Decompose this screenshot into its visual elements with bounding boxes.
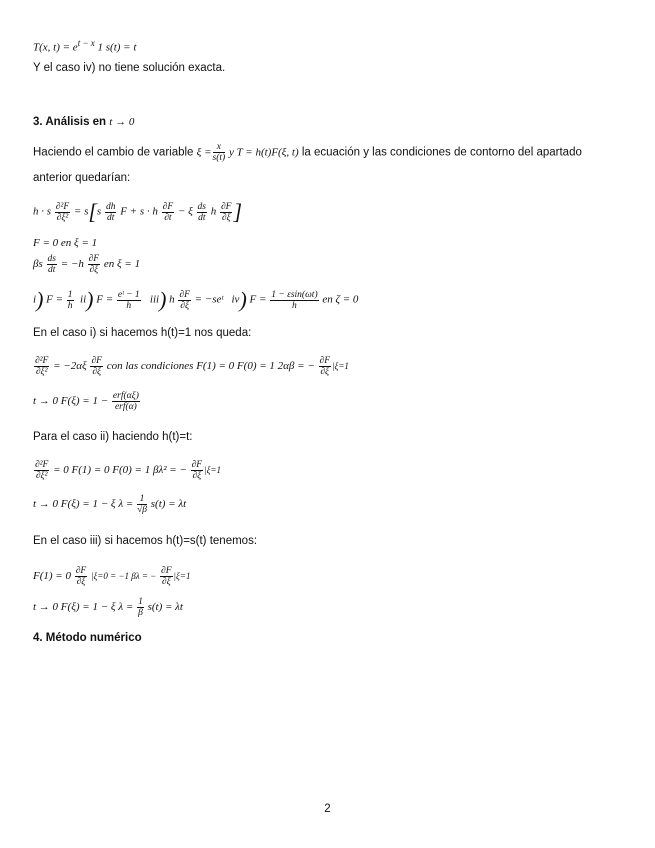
equation-stefan xyxy=(33,254,140,275)
math: = s xyxy=(73,205,89,218)
eq-exponent: t − x xyxy=(77,38,95,48)
fraction xyxy=(67,290,74,311)
equation-temperature-solution xyxy=(33,38,136,54)
math: F = xyxy=(96,293,114,306)
section-label: 3. Análisis en xyxy=(33,116,110,128)
fraction xyxy=(137,494,147,515)
denominator: ∂ξ² xyxy=(35,367,48,377)
numerator: ds xyxy=(47,254,56,264)
math: t → 0 F(ξ) = 1 − ξ λ = xyxy=(33,498,134,511)
equation-cases xyxy=(33,287,358,313)
math: h xyxy=(210,205,217,218)
denominator: dt xyxy=(198,212,206,223)
denominator: ∂ξ xyxy=(320,367,330,377)
equation-case-i xyxy=(33,356,349,377)
equation-case-ii xyxy=(33,460,221,481)
page-number: 2 xyxy=(324,803,331,815)
fraction xyxy=(213,142,226,163)
case-label: i xyxy=(33,293,37,306)
numerator: dh xyxy=(105,201,116,212)
section-heading-4: 4. Método numérico xyxy=(33,632,142,644)
numerator: 1 xyxy=(137,494,147,505)
math: s xyxy=(96,205,102,218)
numerator: ∂F xyxy=(161,566,172,576)
numerator: ∂F xyxy=(220,201,232,212)
math: |ξ=1 xyxy=(173,571,191,582)
math: |ξ=0 = −1 βλ = − xyxy=(90,571,157,582)
paragraph: Para el caso ii) haciendo h(t)=t: xyxy=(33,431,193,443)
math: = −2αξ xyxy=(53,360,87,373)
eq-text: 1 s(t) = t xyxy=(94,41,137,54)
paragraph: En el caso iii) si hacemos h(t)=s(t) tenemos: xyxy=(33,535,258,547)
denominator: ∂ξ xyxy=(92,367,102,377)
numerator: ∂F xyxy=(91,356,102,366)
case-label: iii xyxy=(149,293,160,306)
denominator: ∂ξ xyxy=(76,577,86,587)
section-math: t → 0 xyxy=(109,116,135,128)
fraction xyxy=(117,290,141,311)
math: h xyxy=(169,293,175,306)
math: F = xyxy=(46,293,64,306)
math: s(t) = λt xyxy=(147,601,183,614)
math: en ξ = 1 xyxy=(103,258,141,271)
paragraph: anterior quedarían: xyxy=(33,172,131,184)
denominator: h xyxy=(292,300,297,311)
equation-case-iii-solution xyxy=(33,597,183,618)
numerator: ∂F xyxy=(191,460,203,470)
math: |ξ=1 xyxy=(204,465,222,476)
left-bracket: [ xyxy=(88,199,97,224)
math: F = xyxy=(249,293,267,306)
fraction xyxy=(197,202,207,223)
math: en ζ = 0 xyxy=(322,293,359,306)
denominator: ∂ξ xyxy=(89,265,99,275)
numerator: ∂F xyxy=(179,289,190,300)
numerator: eᵗ − 1 xyxy=(117,289,140,300)
denominator: ∂ξ xyxy=(161,577,171,587)
math: F(1) = 0 xyxy=(33,570,74,583)
math: |ξ=1 xyxy=(332,361,349,372)
numerator: ∂²F xyxy=(55,201,70,212)
math: = −h xyxy=(60,258,84,271)
paren: ) xyxy=(239,287,247,312)
right-bracket: ] xyxy=(233,199,243,224)
fraction xyxy=(34,356,49,377)
denominator: ∂t xyxy=(164,212,172,223)
paren: ) xyxy=(86,287,94,312)
fraction xyxy=(137,597,144,618)
fraction xyxy=(220,202,233,223)
fraction xyxy=(160,566,173,587)
equation-pde xyxy=(33,199,242,225)
equation-case-ii-solution xyxy=(33,494,186,515)
text: Haciendo el cambio de variable xyxy=(33,146,197,159)
numerator: ∂²F xyxy=(35,356,49,366)
paren: ) xyxy=(36,287,44,312)
denominator: ∂ξ² xyxy=(56,212,69,223)
fraction xyxy=(47,254,57,275)
math: − ξ xyxy=(177,205,193,218)
math: t → 0 F(ξ) = 1 − ξ λ = xyxy=(33,601,134,614)
fraction xyxy=(112,391,140,412)
fraction xyxy=(75,566,88,587)
numerator: 1 xyxy=(67,289,73,300)
fraction xyxy=(90,356,103,377)
numerator: 1 − εsin(ωt) xyxy=(271,289,318,300)
numerator: ∂F xyxy=(162,201,174,212)
math: t → 0 F(ξ) = 1 − xyxy=(33,395,111,408)
equation-case-i-solution xyxy=(33,391,141,412)
denominator: ∂ξ² xyxy=(35,471,48,481)
fraction xyxy=(162,202,175,223)
denominator: erf(α) xyxy=(114,402,137,412)
fraction xyxy=(270,290,318,311)
math: con las condiciones F(1) = 0 F(0) = 1 2αβ = − xyxy=(106,360,315,373)
fraction xyxy=(178,290,191,311)
math: ξ = xyxy=(196,146,212,159)
equation-boundary: F = 0 en ξ = 1 xyxy=(33,237,98,249)
numerator: ∂F xyxy=(88,254,100,264)
fraction xyxy=(319,356,332,377)
eq-text: T(x, t) = e xyxy=(33,41,78,54)
numerator: 1 xyxy=(138,597,143,607)
fraction xyxy=(88,254,101,275)
numerator: erf(αξ) xyxy=(112,391,139,401)
case-label: iv xyxy=(231,293,240,306)
math: F + s · h xyxy=(120,205,158,218)
math: = −seᵗ xyxy=(194,293,224,306)
math: s(t) = λt xyxy=(150,498,187,511)
denominator: ∂ξ xyxy=(180,300,190,311)
math: βs xyxy=(33,258,43,271)
numerator: ∂F xyxy=(319,356,330,366)
numerator: ∂F xyxy=(75,566,87,576)
numerator: ds xyxy=(197,201,206,212)
denominator: dt xyxy=(107,212,115,223)
equation-case-iii xyxy=(33,566,190,587)
case-label: ii xyxy=(80,293,87,306)
denominator: dt xyxy=(48,265,56,275)
denominator: √β xyxy=(137,505,148,515)
denominator: h xyxy=(67,300,73,311)
denominator: h xyxy=(126,300,132,311)
denominator: β xyxy=(138,608,143,618)
paren: ) xyxy=(159,287,167,312)
fraction xyxy=(105,202,117,223)
section-heading-3 xyxy=(33,116,134,128)
denominator: s(t) xyxy=(212,153,226,163)
paragraph: En el caso i) si hacemos h(t)=1 nos queda: xyxy=(33,327,252,339)
fraction xyxy=(34,460,49,481)
numerator: x xyxy=(213,142,226,153)
paragraph-change-variable xyxy=(33,142,582,163)
numerator: ∂²F xyxy=(35,460,49,470)
denominator: ∂ξ xyxy=(221,212,231,223)
denominator: ∂ξ xyxy=(192,471,202,481)
math: y T = h(t)F(ξ, t) xyxy=(226,146,299,159)
fraction xyxy=(55,202,70,223)
paragraph: Y el caso iv) no tiene solución exacta. xyxy=(33,62,226,74)
math: = 0 F(1) = 0 F(0) = 1 βλ² = − xyxy=(53,464,187,477)
fraction xyxy=(191,460,204,481)
text: la ecuación y las condiciones de contorno del apartado xyxy=(298,146,582,159)
math: h · s xyxy=(33,205,52,218)
